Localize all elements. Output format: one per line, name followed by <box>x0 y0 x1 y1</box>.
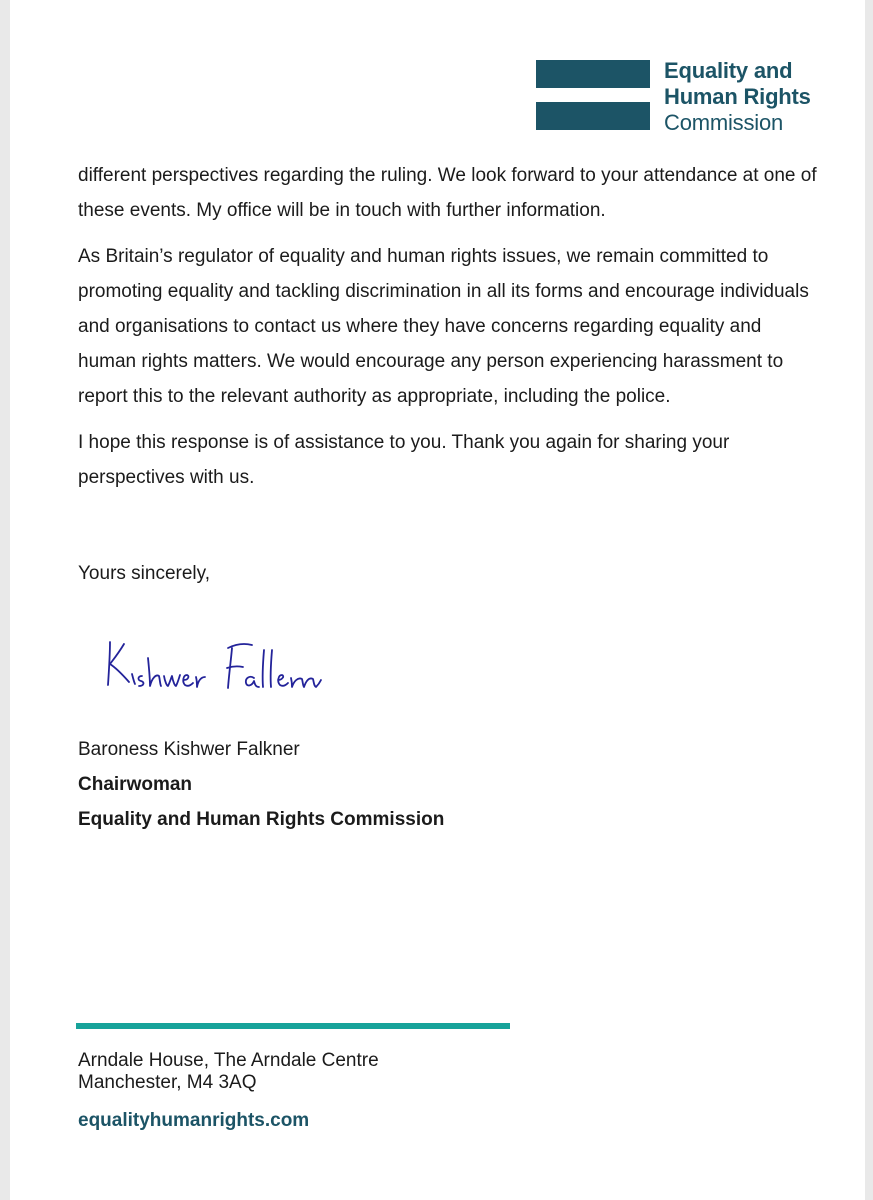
logo-bar-bottom <box>536 102 650 130</box>
address-line-1: Arndale House, The Arndale Centre <box>78 1050 379 1071</box>
closing-salutation: Yours sincerely, <box>78 563 211 584</box>
logo-line-3: Commission <box>664 110 784 135</box>
address-line-2: Manchester, M4 3AQ <box>78 1072 257 1093</box>
letter-page <box>10 0 865 1200</box>
logo-line-1: Equality and <box>664 58 793 83</box>
handwritten-signature <box>102 630 342 700</box>
logo-line-2: Human Rights <box>664 84 811 109</box>
ehrc-logo <box>536 58 836 138</box>
signer-block <box>78 732 444 837</box>
logo-bar-top <box>536 60 650 88</box>
paragraph-1: different perspectives regarding the ruling. We look forward to your attendance at one of these events. My office will be in touch with further information. <box>78 165 817 221</box>
signer-organisation: Equality and Human Rights Commission <box>78 809 445 830</box>
footer-address <box>78 1050 379 1094</box>
logo-wordmark <box>664 58 811 136</box>
paragraph-3: I hope this response is of assistance to you. Thank you again for sharing your perspectives with us. <box>78 432 730 488</box>
website-link[interactable]: equalityhumanrights.com <box>78 1110 310 1131</box>
signer-name: Baroness Kishwer Falkner <box>78 739 300 760</box>
footer-divider <box>76 1023 510 1029</box>
paragraph-2: As Britain’s regulator of equality and human rights issues, we remain committed to promoting equality and tackling discrimination in all its forms and encourage individuals and organisations to contact us where they have concerns regarding equality and human rights matters. We would encourage any person experiencing harassment to report this to the relevant authority as appropriate, including the police. <box>78 246 809 407</box>
letter-body <box>78 158 818 506</box>
signer-title: Chairwoman <box>78 774 193 795</box>
